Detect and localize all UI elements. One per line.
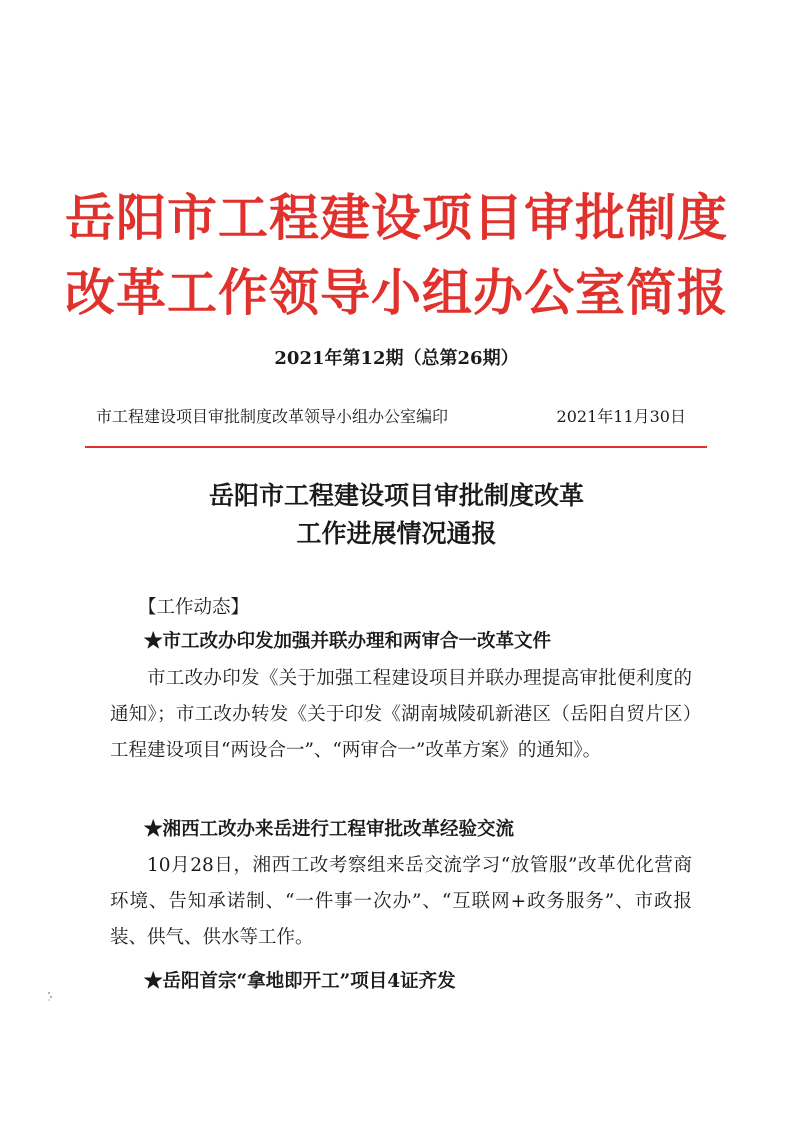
publish-date: 2021年11月30日 xyxy=(556,407,686,426)
red-divider-rule xyxy=(85,446,707,448)
item-heading-text: 湘西工改办来岳进行工程审批改革经验交流 xyxy=(162,819,515,840)
item-heading xyxy=(144,967,456,993)
editor-name: 市工程建设项目审批制度改革领导小组办公室编印 xyxy=(96,407,449,426)
report-title-line-1: 岳阳市工程建设项目审批制度改革 xyxy=(208,481,584,510)
item-heading-text: 市工改办印发加强并联办理和两审合一改革文件 xyxy=(162,631,552,652)
item-heading xyxy=(144,627,551,653)
item-heading-text: 岳阳首宗“拿地即开工”项目4证齐发 xyxy=(162,971,456,992)
item-paragraph: 10月28日，湘西工改考察组来岳交流学习“放管服”改革优化营商环境、告知承诺制、“一件事一次办”、“互联网+政务服务”、市政报装、供气、供水等工作。 xyxy=(110,855,692,948)
item-heading xyxy=(144,815,514,841)
star-icon: ★ xyxy=(144,819,163,840)
report-title-line-2: 工作进展情况通报 xyxy=(296,519,497,548)
item-paragraph: 市工改办印发《关于加强工程建设项目并联办理提高审批便利度的通知》；市工改办转发《关于印发《湖南城陵矶新港区（岳阳自贸片区）工程建设项目“两设合一”、“两审合一”改革方案》的通知》。 xyxy=(110,668,692,761)
masthead-title-line-1: 岳阳市工程建设项目审批制度 xyxy=(65,188,728,247)
masthead-title-line-2: 改革工作领导小组办公室简报 xyxy=(65,263,728,322)
issue-number: 2021年第12期（总第26期） xyxy=(274,348,519,369)
scan-artifact-mark xyxy=(46,990,54,1002)
star-icon: ★ xyxy=(144,631,163,652)
section-label: 【工作动态】 xyxy=(138,597,250,618)
star-icon: ★ xyxy=(144,971,163,992)
